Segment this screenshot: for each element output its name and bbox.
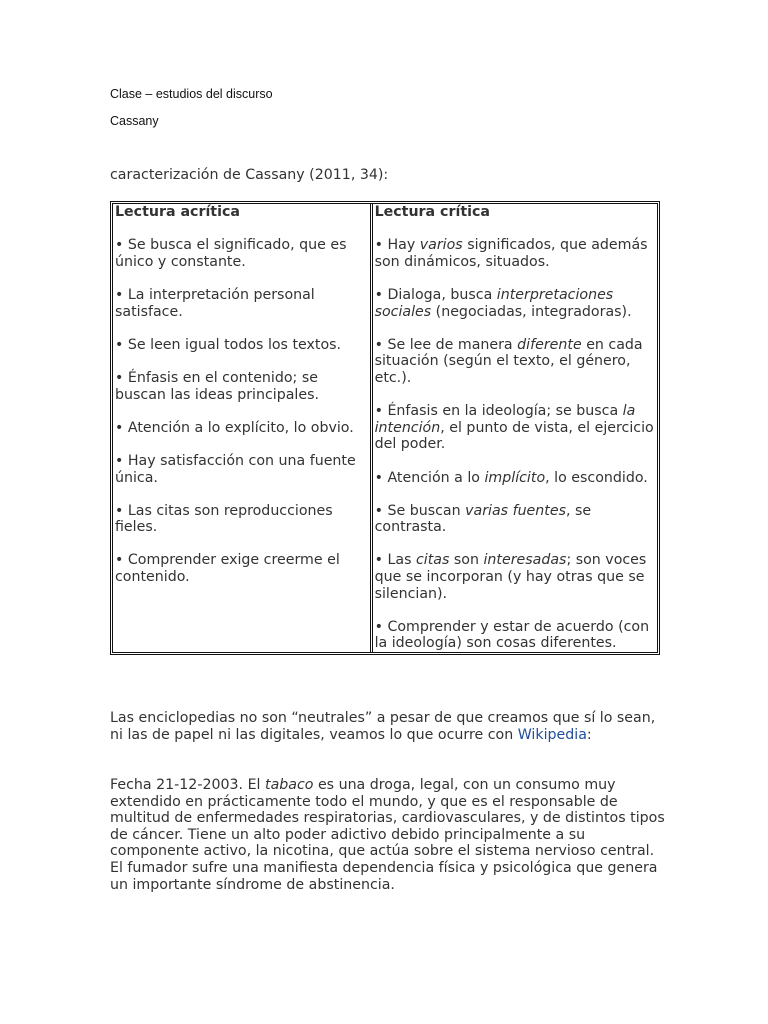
paragraph-italic-term: tabaco [265,777,314,793]
critica-item-text: en cada situación (según el texto, el género, etc.). [374,336,643,386]
column-heading-acritica: Lectura acrítica [115,204,240,220]
critica-item-italic: citas [415,552,450,569]
paragraph-enciclopedias [110,710,670,743]
critica-item-italic: varios [419,237,463,254]
critica-item-italic: interesadas [483,552,567,569]
paragraph-tabaco [110,777,670,893]
acritica-item: • Énfasis en el contenido; se buscan las ideas principales. [115,369,319,403]
critica-item-text: significados, que además son dinámicos, situados. [374,237,648,270]
column-lectura-critica [373,204,657,652]
paragraph-text-start: Fecha 21-12-2003. El [110,777,265,793]
critica-item-italic: varias fuentes [465,502,566,519]
comparison-table [110,201,660,655]
acritica-item: • Se leen igual todos los textos. [115,336,342,353]
critica-item-text: son [449,552,484,569]
critica-item-text: • Atención a lo [374,469,485,486]
critica-item-text: • Dialoga, busca [374,286,497,303]
critica-item-text: • Se lee de manera [374,336,518,353]
acritica-item: • Se busca el significado, que es único y constante. [115,237,347,270]
intro-line: caracterización de Cassany (2011, 34): [110,167,389,183]
column-lectura-acritica [113,204,373,652]
paragraph-text-rest: es una droga, legal, con un consumo muy extendido en prácticamente todo el mundo, y que es el responsable de multitud de enfermedades respiratorias, cardiovasculares, y de distintos tipos de cáncer. Tiene un alto poder adictivo debido principalmente a su componente activo, la nicotina, que actúa sobre el sistema nervioso central. El fumador sufre una manifiesta dependencia física y psicológica que genera un importante síndrome de abstinencia. [110,777,665,893]
critica-item-italic: la intención [374,403,636,436]
critica-list [375,237,655,652]
critica-item [375,337,655,387]
critica-item-text: • Las [374,552,416,569]
critica-item-text: , lo escondido. [545,469,648,486]
paragraph-text: Las enciclopedias no son “neutrales” a pesar de que creamos que sí lo sean, ni las de papel ni las digitales, veamos lo que ocurre con [110,710,656,743]
critica-item-text: , el punto de vista, el ejercicio del poder. [374,419,654,453]
critica-item-italic: diferente [517,336,582,353]
acritica-list [115,237,368,585]
acritica-item: • La interpretación personal satisface. [115,286,315,320]
document-title: Clase – estudios del discurso [110,87,273,101]
critica-item [375,403,655,453]
critica-item-italic: implícito [484,469,546,486]
critica-item [375,503,655,536]
acritica-item: • Hay satisfacción con una fuente única. [115,452,356,486]
critica-item-text: (negociadas, integradoras). [431,303,632,320]
document-author: Cassany [110,114,159,128]
column-heading-critica: Lectura crítica [374,204,490,220]
acritica-item: • Atención a lo explícito, lo obvio. [115,419,354,436]
critica-item-text: ; son voces que se incorporan (y hay otras que se silencian). [374,552,647,602]
critica-item-text: • Énfasis en la ideología; se busca [374,403,623,420]
paragraph-text-end: : [586,726,592,743]
wikipedia-link[interactable]: Wikipedia [517,726,587,743]
critica-item [375,470,655,487]
critica-item [375,619,655,652]
critica-item [375,552,655,602]
acritica-item: • Las citas son reproducciones fieles. [115,502,333,536]
critica-item [375,237,655,270]
acritica-item: • Comprender exige creerme el contenido. [115,552,340,586]
critica-item-text: • Hay [374,237,420,254]
critica-item-italic: interpretaciones sociales [374,286,614,320]
critica-item-text: • Comprender y estar de acuerdo (con la ideología) son cosas diferentes. [374,618,650,652]
critica-item-text: • Se buscan [374,502,466,519]
critica-item [375,287,655,320]
critica-item-text: , se contrasta. [374,502,592,536]
